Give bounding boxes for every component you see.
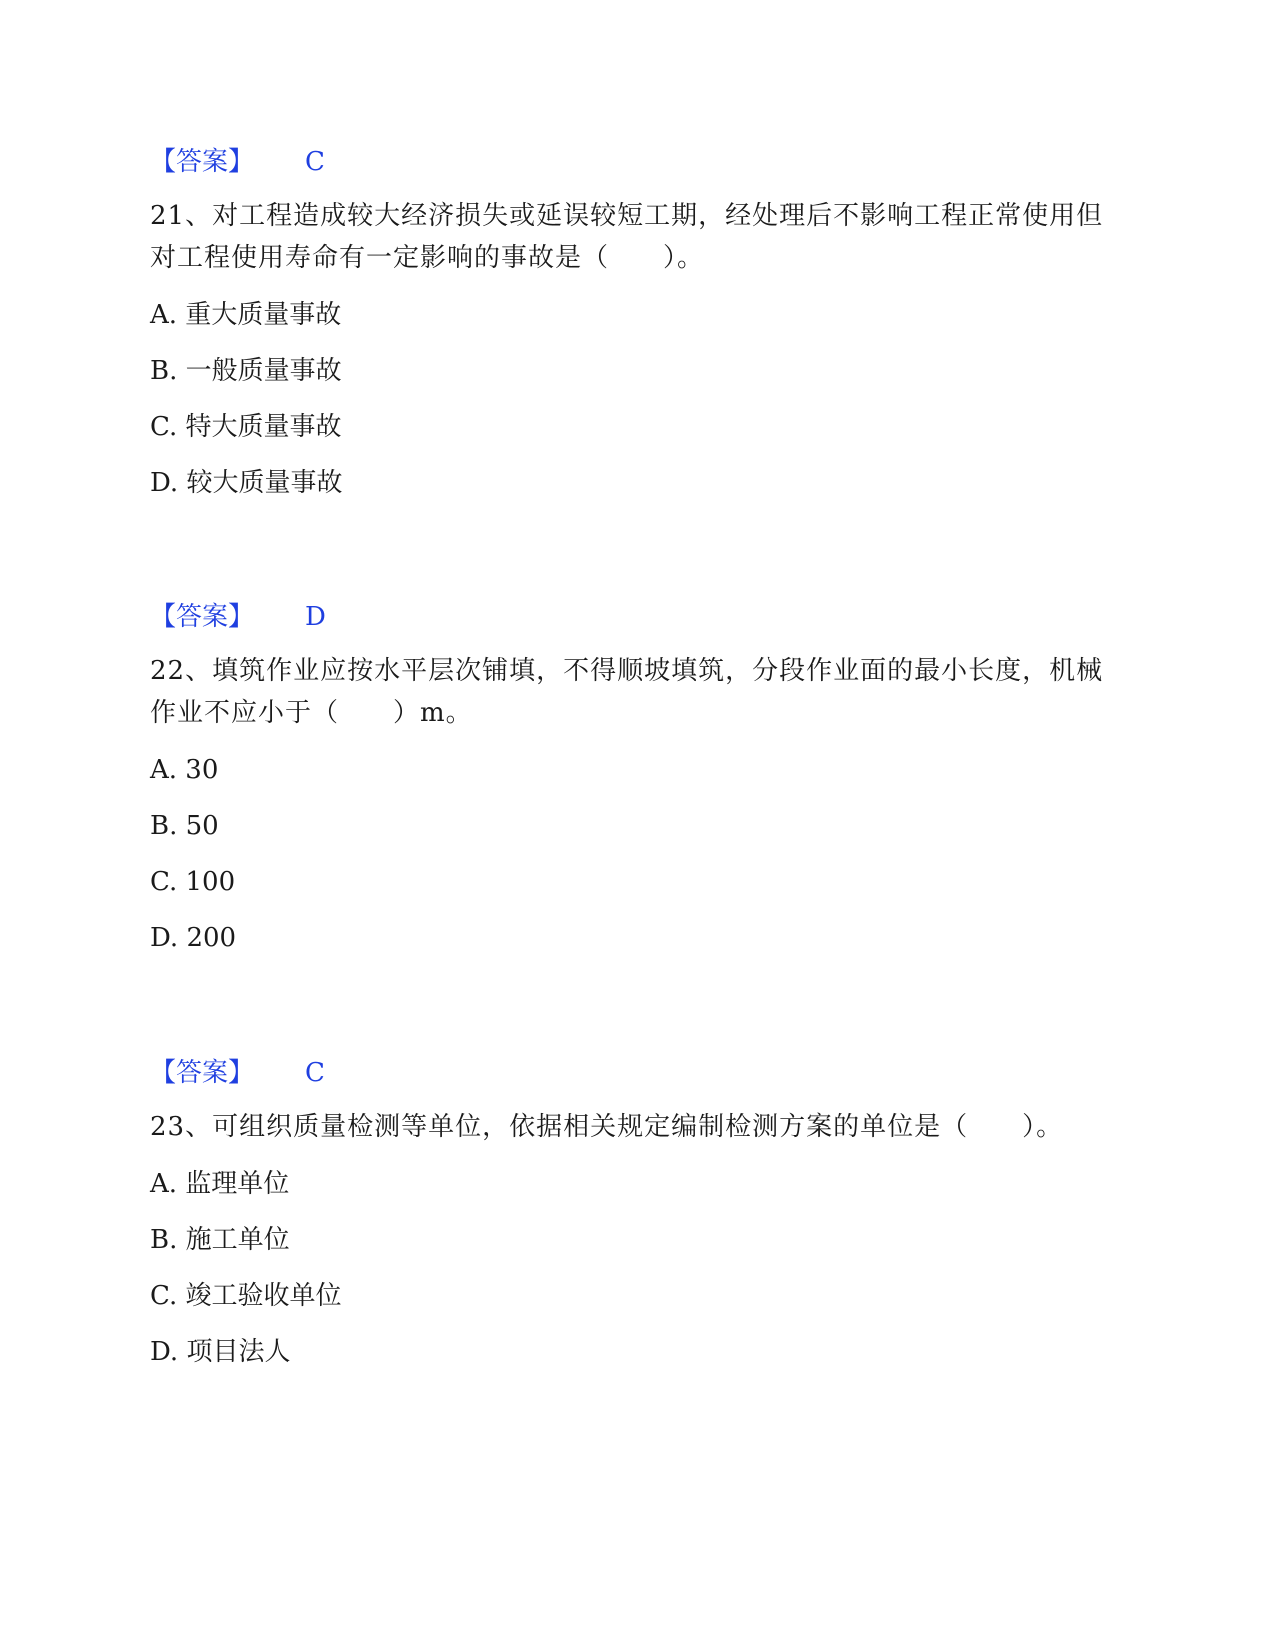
- answer-value: D: [305, 602, 326, 632]
- option-d: D. 200: [150, 923, 237, 953]
- option-d: D. 较大质量事故: [150, 468, 343, 498]
- question-block-21: [150, 142, 1130, 503]
- option-a: A. 30: [150, 755, 219, 785]
- option-b: B. 一般质量事故: [150, 356, 342, 386]
- answer-line: [150, 1053, 1130, 1093]
- question-block-22: [150, 597, 1130, 958]
- answer-line: [150, 142, 1130, 182]
- option-c: C. 特大质量事故: [150, 412, 342, 442]
- question-text: 23、可组织质量检测等单位，依据相关规定编制检测方案的单位是（ ）。: [150, 1112, 1064, 1142]
- answer-label: 【答案】: [150, 602, 255, 632]
- option-d: D. 项目法人: [150, 1337, 291, 1367]
- question-block-23: [150, 1053, 1130, 1372]
- option-b: B. 施工单位: [150, 1225, 290, 1255]
- answer-value: C: [305, 147, 325, 177]
- question-text: 22、填筑作业应按水平层次铺填，不得顺坡填筑，分段作业面的最小长度，机械作业不应小于（ ）m。: [150, 656, 1104, 728]
- option-a: A. 重大质量事故: [150, 300, 342, 330]
- question-text: 21、对工程造成较大经济损失或延误较短工期，经处理后不影响工程正常使用但对工程使用寿命有一定影响的事故是（ ）。: [150, 201, 1104, 273]
- answer-value: C: [305, 1058, 325, 1088]
- option-c: C. 竣工验收单位: [150, 1281, 342, 1311]
- answer-line: [150, 597, 1130, 637]
- option-c: C. 100: [150, 867, 236, 897]
- option-b: B. 50: [150, 811, 219, 841]
- option-a: A. 监理单位: [150, 1169, 290, 1199]
- answer-label: 【答案】: [150, 1058, 255, 1088]
- answer-label: 【答案】: [150, 147, 255, 177]
